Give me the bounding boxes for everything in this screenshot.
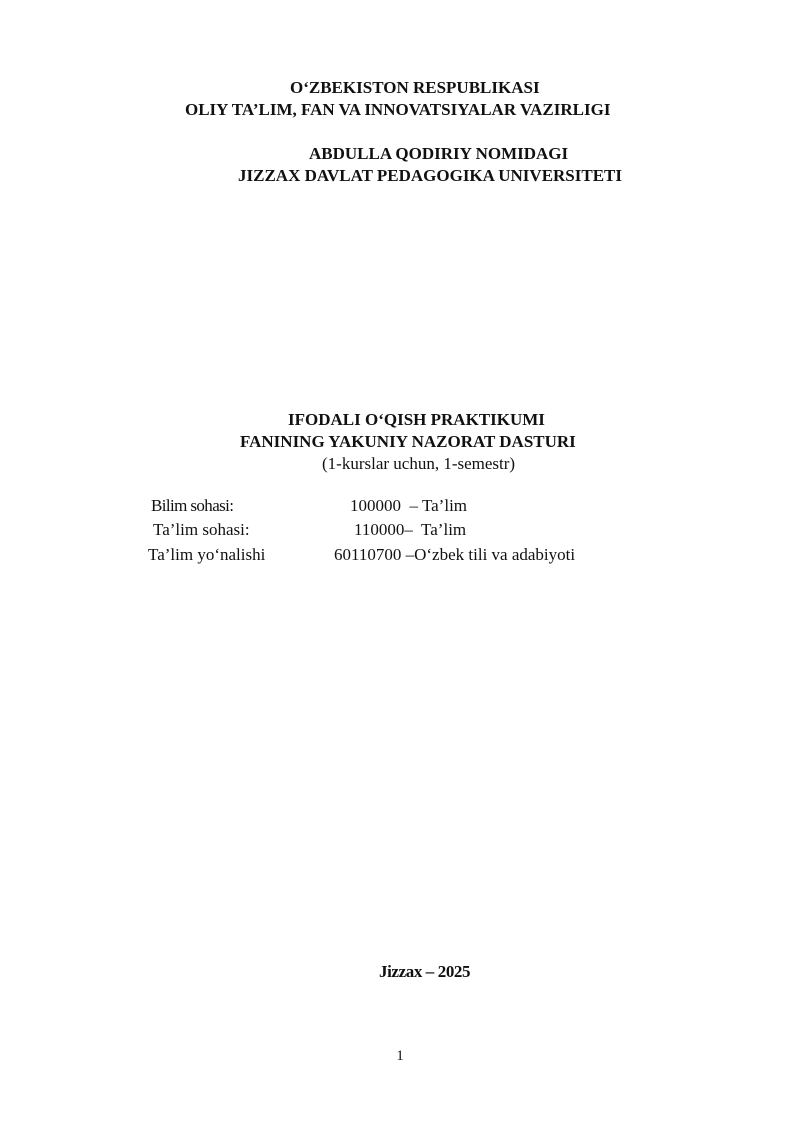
- course-subtitle: (1-kurslar uchun, 1-semestr): [322, 454, 516, 473]
- place-year: Jizzax – 2025: [379, 962, 471, 981]
- info-value-direction: 60110700 –O‘zbek tili va adabiyoti: [334, 545, 576, 564]
- subject-title: IFODALI O‘QISH PRAKTIKUMI: [288, 410, 545, 429]
- info-label-direction: Ta’lim yo‘nalishi: [148, 545, 266, 564]
- page-number: 1: [396, 1048, 404, 1064]
- named-after-heading: ABDULLA QODIRIY NOMIDAGI: [309, 144, 569, 163]
- program-title: FANINING YAKUNIY NAZORAT DASTURI: [240, 432, 576, 451]
- university-heading: JIZZAX DAVLAT PEDAGOGIKA UNIVERSITETI: [238, 166, 623, 185]
- info-label-knowledge-area: Bilim sohasi:: [151, 496, 234, 515]
- info-label-education-area: Ta’lim sohasi:: [153, 520, 250, 539]
- info-value-knowledge-area: 100000 – Ta’lim: [350, 496, 468, 515]
- info-value-education-area: 110000– Ta’lim: [354, 520, 467, 539]
- ministry-heading: OLIY TA’LIM, FAN VA INNOVATSIYALAR VAZIRLIGI: [185, 100, 611, 119]
- country-heading: O‘ZBEKISTON RESPUBLIKASI: [290, 78, 540, 97]
